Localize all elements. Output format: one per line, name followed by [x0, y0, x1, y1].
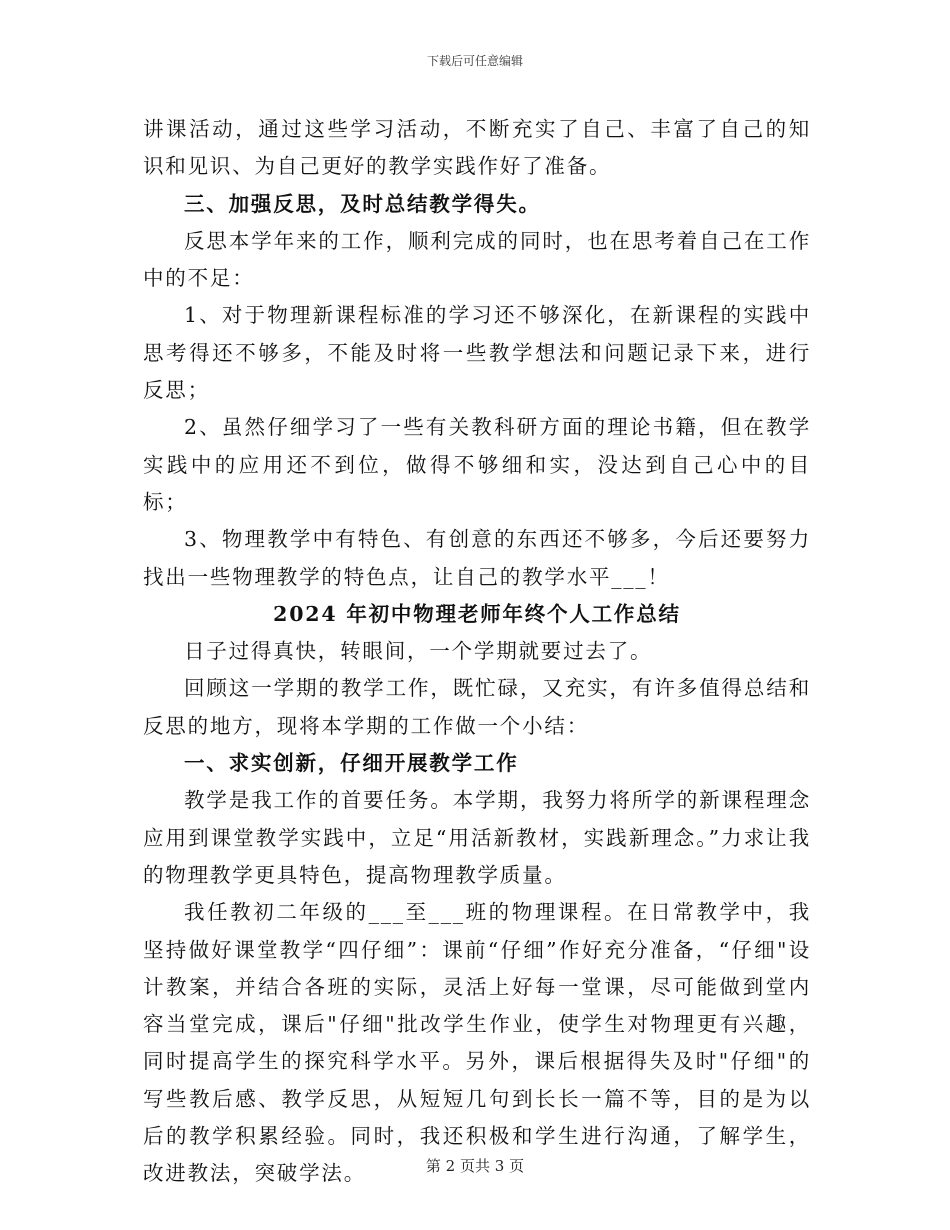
paragraph-opening: 日子过得真快，转眼间，一个学期就要过去了。 — [184, 639, 653, 664]
page-header: 下载后可任意编辑 — [426, 54, 523, 68]
paragraph-teaching-details: 我任教初二年级的___至___班的物理课程。在日常教学中，我坚持做好课堂教学“四仔细”：课前“仔细”作好充分准备，“仔细"设计教案，并结合各班的实际，灵活上好每一堂课，尽可能做到堂内容当堂完成，课后"仔细"批改学生作业，使学生对物理更有兴趣，同时提高学生的探究科学水平。另外，课后根据得失及时"仔细"的写些教后感、教学反思，从短短几句到长长一篇不等，目的是为以后的教学积累经验。同时，我还积极和学生进行沟通，了解学生，改进教法，突破学法。 — [143, 900, 811, 1186]
section-heading-reflection: 三、加强反思，及时总结教学得失。 — [184, 191, 541, 216]
paragraph-reflection-intro: 反思本学年来的工作，顺利完成的同时，也在思考着自己在工作中的不足： — [143, 228, 811, 291]
paragraph-review: 回顾这一学期的教学工作，既忙碌，又充实，有许多值得总结和反思的地方，现将本学期的工作做一个小结： — [143, 676, 811, 738]
section-heading-teaching: 一、求实创新，仔细开展教学工作 — [184, 751, 519, 776]
paragraph-continuation: 讲课活动，通过这些学习活动，不断充实了自己、丰富了自己的知识和见识、为自己更好的教学实践作好了准备。 — [143, 117, 811, 179]
list-item-3: 3、物理教学中有特色、有创意的东西还不够多，今后还要努力找出一些物理教学的特色点，让自己的教学水平___！ — [143, 527, 811, 589]
document-body — [143, 111, 811, 1193]
list-item-2: 2、虽然仔细学习了一些有关教科研方面的理论书籍，但在教学实践中的应用还不到位，做得不够细和实，没达到自己心中的目标； — [143, 415, 811, 514]
list-item-1: 1、对于物理新课程标准的学习还不够深化，在新课程的实践中思考得还不够多，不能及时将一些教学想法和问题记录下来，进行反思； — [143, 303, 811, 403]
paragraph-teaching-task: 教学是我工作的首要任务。本学期，我努力将所学的新课程理念应用到课堂教学实践中，立足“用活新教材，实践新理念。”力求让我的物理教学更具特色，提高物理教学质量。 — [143, 788, 811, 887]
document-title: 2024 年初中物理老师年终个人工作总结 — [273, 601, 681, 626]
page-footer: 第 2 页共 3 页 — [425, 1157, 525, 1175]
